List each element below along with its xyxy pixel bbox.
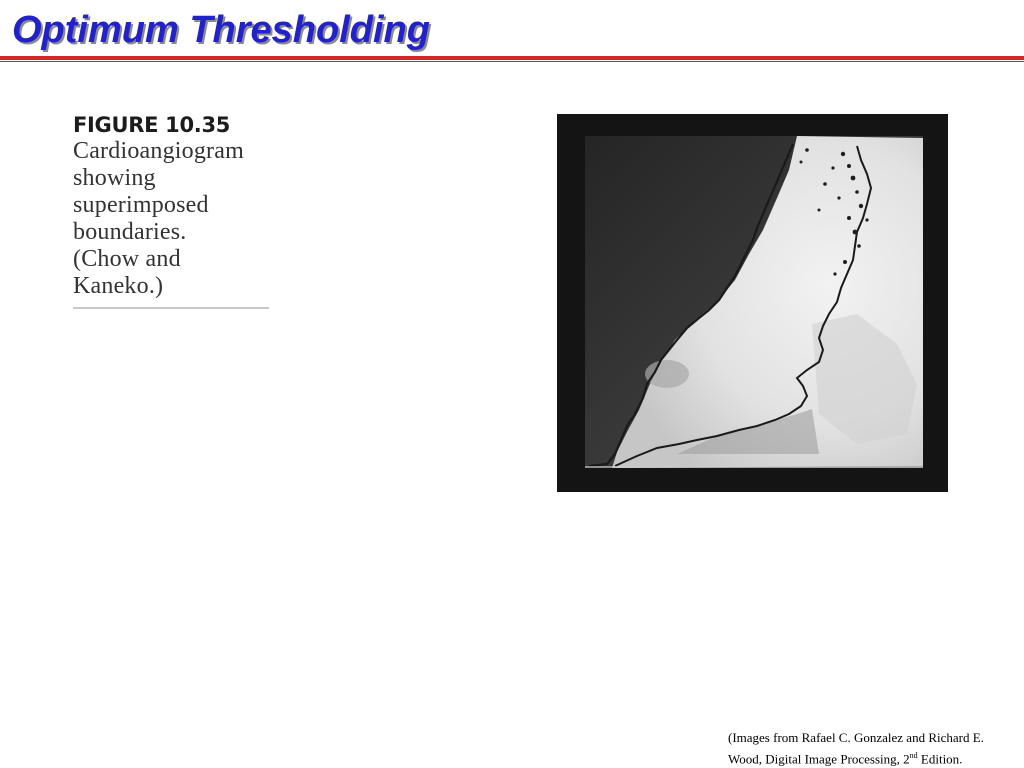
figure-caption — [73, 112, 269, 309]
source-text: (Images from Rafael C. Gonzalez and Richard E. Wood, Digital Image Processing, 2 — [728, 730, 984, 767]
slide-title: Optimum Thresholding — [12, 9, 430, 51]
cardioangiogram-svg — [557, 114, 948, 492]
figure-label: FIGURE 10.35 — [73, 113, 231, 137]
caption-line: superimposed — [73, 192, 209, 218]
figure-caption-text — [73, 138, 269, 300]
caption-line: (Chow and — [73, 246, 181, 272]
cardioangiogram-image — [557, 114, 948, 492]
caption-line: boundaries. — [73, 219, 187, 245]
source-suffix: Edition. — [917, 751, 963, 767]
caption-line: showing — [73, 165, 156, 191]
source-superscript: nd — [909, 751, 918, 760]
title-underline — [0, 56, 1024, 60]
caption-line: Kaneko.) — [73, 273, 164, 299]
image-source-note — [728, 729, 1018, 768]
caption-line: Cardioangiogram — [73, 138, 244, 164]
